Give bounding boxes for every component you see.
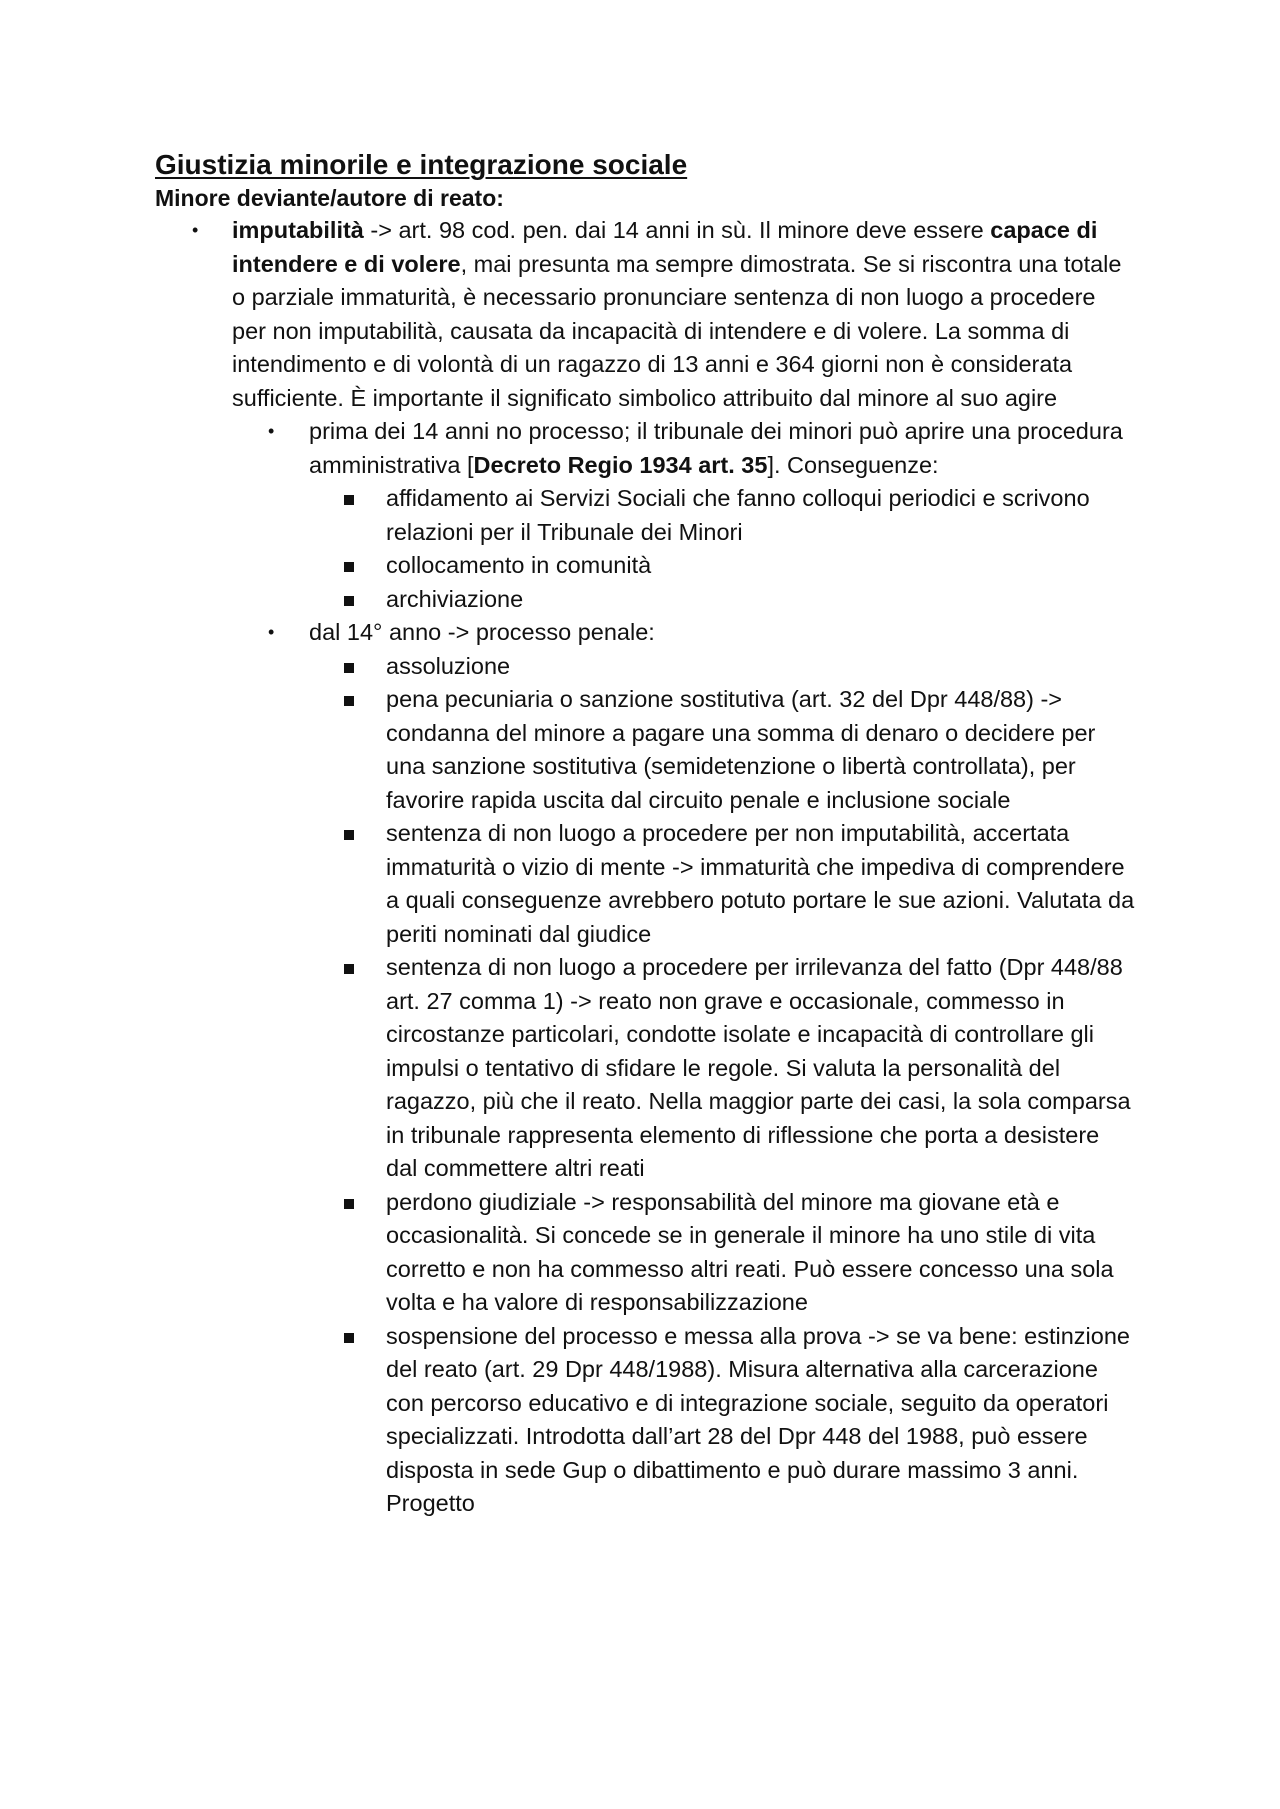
item-text: assoluzione <box>386 652 511 679</box>
square-bullet-icon <box>344 596 354 606</box>
term-decreto: Decreto Regio 1934 art. 35 <box>473 451 768 478</box>
list-item <box>309 549 1135 583</box>
item-text: , mai presunta ma sempre dimostrata. Se si riscontra una totale o parziale immaturità, è necessario pronunciare sentenza di non luogo a procedere per non imputabilità, causata da incapacità di intendere e di volere. La somma di intendimento e di volontà di un ragazzo di 13 anni e 364 giorni non è considerata sufficiente. È importante il significato simbolico attribuito dal minore al suo agire <box>232 250 1122 411</box>
main-list <box>155 214 1135 1521</box>
term-capace: capace di intendere e di volere <box>232 217 1098 277</box>
document-page <box>155 148 1135 1521</box>
list-item-prima-14 <box>232 415 1135 616</box>
bullet-icon: • <box>268 421 275 441</box>
bullet-icon: • <box>192 220 199 240</box>
bullet-icon: • <box>268 622 275 642</box>
section-heading: Minore deviante/autore di reato: <box>155 185 504 211</box>
square-bullet-icon <box>344 830 354 840</box>
list-item <box>309 683 1135 817</box>
item-text: archiviazione <box>386 585 524 612</box>
list-item <box>309 482 1135 549</box>
list-item <box>309 583 1135 617</box>
item-text: affidamento ai Servizi Sociali che fanno colloqui periodici e scrivono relazioni per il Tribunale dei Minori <box>386 485 1090 545</box>
item-text: perdono giudiziale -> responsabilità del minore ma giovane età e occasionalità. Si concede se in generale il minore ha uno stile di vita corretto e non ha commesso altri reati. Può essere concesso una sola volta e ha valore di responsabilizzazione <box>386 1188 1114 1315</box>
square-bullet-icon <box>344 562 354 572</box>
term-imputabilita: imputabilità <box>232 217 364 243</box>
item-text: collocamento in comunità <box>386 552 652 578</box>
list-item <box>309 817 1135 951</box>
square-bullet-icon <box>344 696 354 706</box>
item-text: sospensione del processo e messa alla prova -> se va bene: estinzione del reato (art. 29 Dpr 448/1988). Misura alternativa alla carcerazione con percorso educativo e di integrazione sociale, seguito da operatori specializzati. Introdotta dall’art 28 del Dpr 448 del 1988, può essere disposta in sede Gup o dibattimento e può durare massimo 3 anni. Progetto <box>386 1322 1130 1516</box>
list-item <box>309 951 1135 1186</box>
sub-list <box>155 415 1135 1521</box>
square-bullet-icon <box>344 964 354 974</box>
square-bullet-icon <box>344 1333 354 1343</box>
item-text: sentenza di non luogo a procedere per non imputabilità, accertata immaturità o vizio di mente -> immaturità che impediva di comprendere a quali conseguenze avrebbero potuto portare le sue azioni. Valutata da periti nominati dal giudice <box>386 820 1135 947</box>
item-text: pena pecuniaria o sanzione sostitutiva (art. 32 del Dpr 448/88) -> condanna del minore a pagare una somma di denaro o decidere per una sanzione sostitutiva (semidetenzione o libertà controllata), per favorire rapida uscita dal circuito penale e inclusione sociale <box>386 686 1096 813</box>
square-bullet-icon <box>344 663 354 673</box>
consequences-list <box>309 482 1135 616</box>
list-item-imputabilita <box>155 214 1135 1521</box>
item-text: prima dei 14 anni no processo; il tribunale dei minori può aprire una procedura amministrativa [ <box>309 418 1123 478</box>
document-title: Giustizia minorile e integrazione sociale <box>155 149 688 180</box>
outcomes-list <box>309 650 1135 1521</box>
list-item <box>309 1186 1135 1320</box>
item-text: ]. Conseguenze: <box>767 451 939 478</box>
list-item-dal-14 <box>232 616 1135 1521</box>
list-item <box>309 650 1135 684</box>
square-bullet-icon <box>344 495 354 505</box>
list-item <box>309 1320 1135 1521</box>
square-bullet-icon <box>344 1199 354 1209</box>
item-text: dal 14° anno -> processo penale: <box>309 619 655 645</box>
item-text: sentenza di non luogo a procedere per irrilevanza del fatto (Dpr 448/88 art. 27 comma 1) -> reato non grave e occasionale, commesso in circostanze particolari, condotte isolate e incapacità di controllare gli impulsi o tentativo di sfidare le regole. Si valuta la personalità del ragazzo, più che il reato. Nella maggior parte dei casi, la sola comparsa in tribunale rappresenta elemento di riflessione che porta a desistere dal commettere altri reati <box>386 954 1131 1181</box>
item-text: -> art. 98 cod. pen. dai 14 anni in sù. Il minore deve essere <box>363 217 991 243</box>
